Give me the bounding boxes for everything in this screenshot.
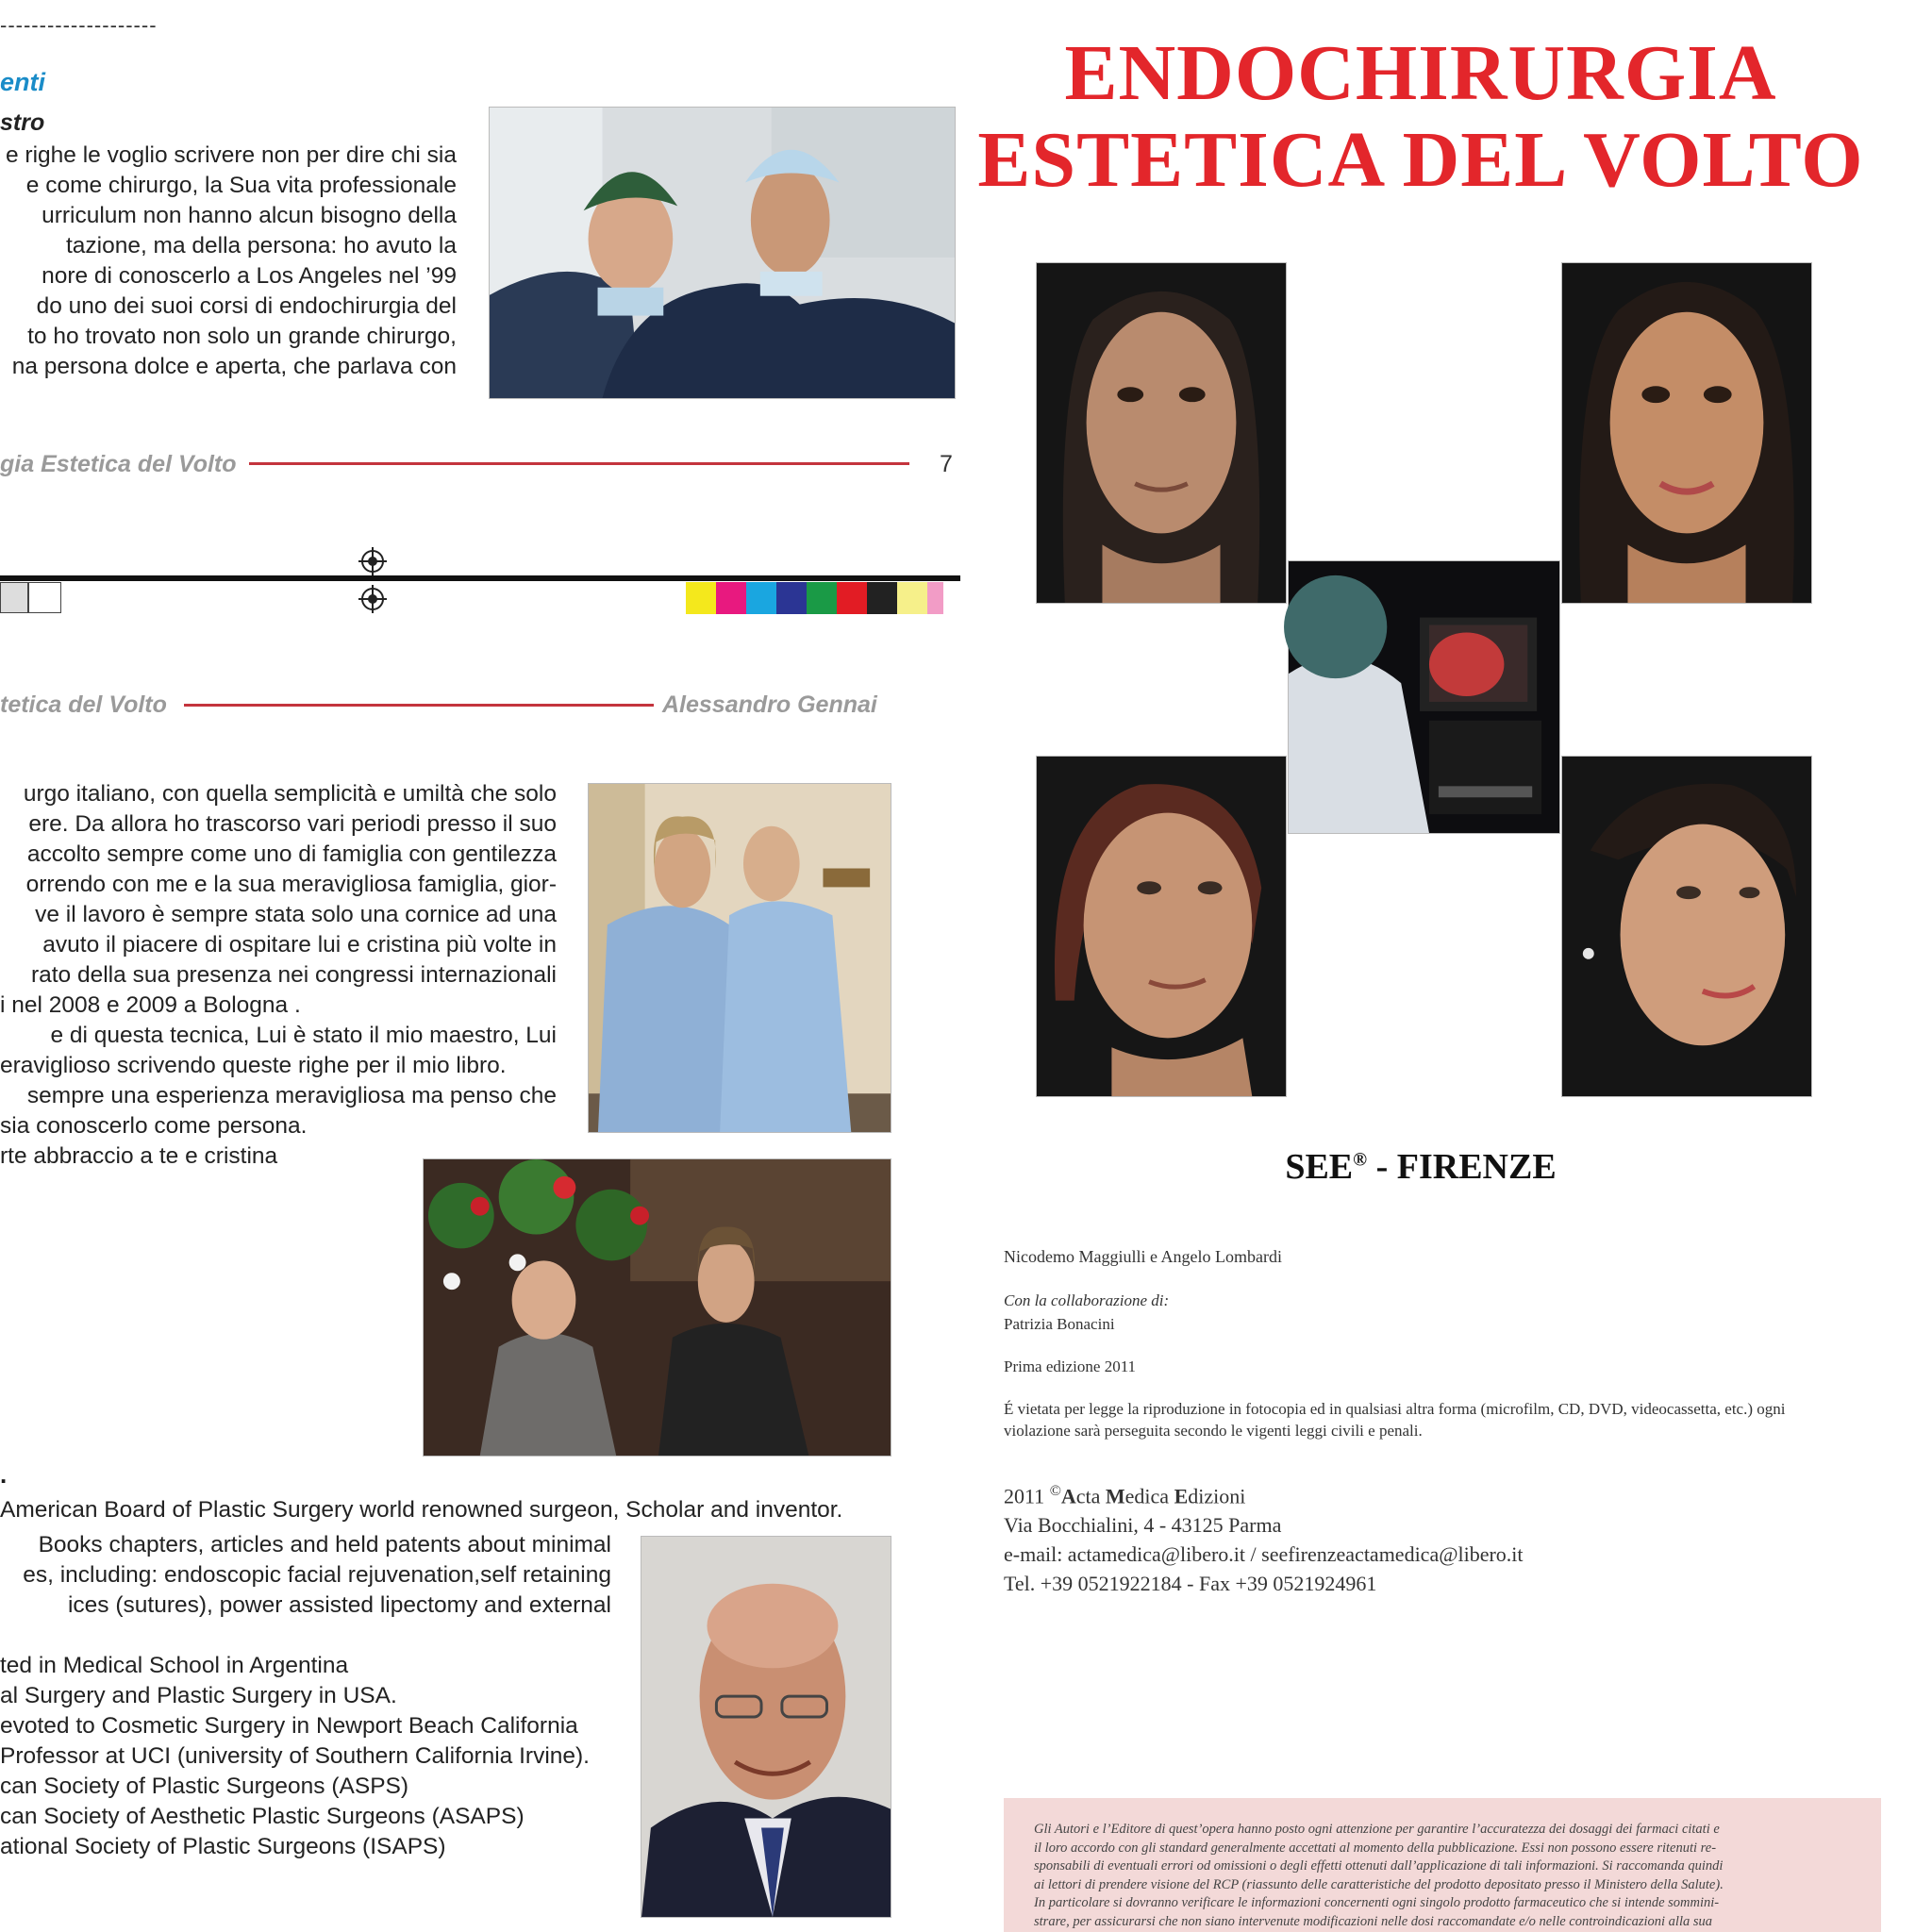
text-line: al Surgery and Plastic Surgery in USA. xyxy=(0,1683,397,1708)
copyright-initial-m: M xyxy=(1105,1484,1125,1508)
bullet-dot: . xyxy=(0,1460,8,1489)
dash-line: -------------------- xyxy=(0,13,158,37)
flowers-photo-image xyxy=(424,1159,891,1456)
surgeons-photo-image xyxy=(490,108,955,398)
collaboration-name: Patrizia Bonacini xyxy=(1004,1315,1115,1333)
registration-mark-icon xyxy=(358,547,387,575)
before-front-image xyxy=(1037,263,1286,603)
endoscopy-photo xyxy=(1288,560,1560,834)
portrait-photo-image xyxy=(641,1537,891,1917)
text-line: nore di conoscerlo a Los Angeles nel ’99 xyxy=(42,263,457,289)
publisher-mark: SEE xyxy=(1285,1147,1354,1187)
right-page xyxy=(974,0,1932,1932)
color-swatch xyxy=(867,582,897,614)
text-line: orrendo con me e la sua meravigliosa famiglia, gior- xyxy=(25,872,557,897)
text-line: sempre una esperienza meravigliosa ma penso che xyxy=(26,1083,557,1108)
footer-rule xyxy=(249,462,909,465)
flowers-photo xyxy=(423,1158,891,1457)
text-line xyxy=(0,1621,611,1651)
phone: Tel. +39 0521922184 - Fax +39 0521924961 xyxy=(1004,1572,1377,1596)
collaboration-label: Con la collaborazione di: xyxy=(1004,1291,1170,1309)
legal-line: violazione sarà perseguita secondo le vigenti leggi civili e penali. xyxy=(1004,1422,1423,1440)
endoscopy-image xyxy=(1289,561,1559,833)
copyright-word-edica: edica xyxy=(1124,1484,1174,1508)
disclaimer-line: In particolare si dovranno verificare le informazioni concernenti ogni singolo prodotto farmaceutico che si intende sommini- xyxy=(1034,1895,1720,1910)
text-line: can Society of Aesthetic Plastic Surgeons (ASAPS) xyxy=(0,1804,525,1829)
text-line: ere. Da allora ho trascorso vari periodi presso il suo xyxy=(28,811,557,837)
after-front-photo xyxy=(1561,262,1812,604)
header-title: tetica del Volto xyxy=(0,691,167,718)
copyright-symbol: © xyxy=(1049,1483,1061,1499)
disclaimer-text xyxy=(1004,1798,1881,1931)
copyright-initial-e: E xyxy=(1174,1484,1189,1508)
publisher-line xyxy=(974,1146,1868,1188)
book-title-line1: ENDOCHIRURGIA xyxy=(1064,29,1777,117)
english-paragraph xyxy=(0,1530,611,1862)
color-swatch xyxy=(716,582,746,614)
color-swatch xyxy=(927,582,943,614)
before-front-photo xyxy=(1036,262,1287,604)
disclaimer-line: il loro accordo con gli standard generalmente accettati al momento della pubblicazione. Essi non possono essere ritenuti re- xyxy=(1034,1840,1717,1856)
text-line: to ho trovato non solo un grande chirurgo, xyxy=(27,324,457,349)
registered-mark: ® xyxy=(1353,1149,1368,1171)
color-swatch xyxy=(776,582,807,614)
english-first-line: American Board of Plastic Surgery world renowned surgeon, Scholar and inventor. xyxy=(0,1497,843,1523)
scrubs-photo-image xyxy=(589,784,891,1132)
copyright-line xyxy=(1004,1476,1524,1510)
copyright-word-cta: cta xyxy=(1075,1484,1106,1508)
authors-cut-line: Nicodemo Maggiulli e Angelo Lombardi xyxy=(1004,1247,1282,1266)
disclaimer-line: sponsabili di eventuali errori od omissioni o degli effetti ottenuti dall’applicazione di tali informazioni. Si raccomanda quindi xyxy=(1034,1858,1724,1874)
text-line: urriculum non hanno alcun bisogno della xyxy=(42,203,457,228)
text-line: can Society of Plastic Surgeons (ASPS) xyxy=(0,1774,409,1799)
crop-rule xyxy=(0,575,960,581)
copyright-block xyxy=(1004,1476,1524,1598)
color-swatch xyxy=(897,582,927,614)
header-author: Alessandro Gennai xyxy=(662,691,877,718)
text-line: do uno dei suoi corsi di endochirurgia del xyxy=(36,293,457,319)
text-line: avuto il piacere di ospitare lui e cristina più volte in xyxy=(42,932,557,958)
text-line: ices (sutures), power assisted lipectomy and external xyxy=(67,1592,611,1618)
text-line: accolto sempre come uno di famiglia con gentilezza xyxy=(26,841,557,867)
address: Via Bocchialini, 4 - 43125 Parma xyxy=(1004,1513,1282,1538)
scrubs-photo xyxy=(588,783,891,1133)
text-line: urgo italiano, con quella semplicità e umiltà che solo xyxy=(23,781,557,807)
gray-box xyxy=(0,582,28,613)
color-swatch xyxy=(686,582,716,614)
text-line: sia conoscerlo come persona. xyxy=(0,1113,308,1139)
text-line: i nel 2008 e 2009 a Bologna . xyxy=(0,992,301,1018)
text-line: na persona dolce e aperta, che parlava con xyxy=(11,354,457,379)
color-swatch xyxy=(746,582,776,614)
footer-title: gia Estetica del Volto xyxy=(0,451,237,477)
text-line: ve il lavoro è sempre stata solo una cornice ad una xyxy=(35,902,557,927)
after-front-image xyxy=(1562,263,1811,603)
italian-paragraph xyxy=(0,779,557,1172)
text-line: rato della sua presenza nei congressi internazionali xyxy=(30,962,557,988)
disclaimer-line: Gli Autori e l’Editore di quest’opera hanno posto ogni attenzione per garantire l’accuratezza dei dosaggi dei farmaci citati e xyxy=(1034,1822,1720,1837)
color-swatch xyxy=(837,582,867,614)
disclaimer-line: ai lettori di prendere visione del RCP (riassunto delle caratteristiche del prodotto depositato presso il Ministero della Salute). xyxy=(1034,1876,1724,1892)
left-page-top xyxy=(0,0,972,528)
section-heading: enti xyxy=(0,68,46,96)
text-line: ational Society of Plastic Surgeons (ISAPS) xyxy=(0,1834,446,1859)
text-line: rte abbraccio a te e cristina xyxy=(0,1143,278,1169)
before-oblique-image xyxy=(1037,757,1286,1096)
subheading: stro xyxy=(0,109,45,136)
book-title xyxy=(974,30,1868,204)
text-line: es, including: endoscopic facial rejuvenation,self retaining xyxy=(23,1562,611,1588)
header-rule xyxy=(184,704,654,707)
white-box xyxy=(28,582,61,613)
text-line: tazione, ma della persona: ho avuto la xyxy=(65,233,457,258)
surgeons-photo xyxy=(489,107,956,399)
before-oblique-photo xyxy=(1036,756,1287,1097)
preface-paragraph xyxy=(0,141,457,382)
text-line: e di questa tecnica, Lui è stato il mio maestro, Lui xyxy=(50,1023,557,1048)
text-line: Professor at UCI (university of Southern California Irvine). xyxy=(0,1743,590,1769)
page-number: 7 xyxy=(940,451,953,477)
portrait-photo xyxy=(641,1536,891,1918)
text-line: e righe le voglio scrivere non per dire chi sia xyxy=(6,142,457,168)
edition: Prima edizione 2011 xyxy=(1004,1357,1137,1375)
publisher-city: - FIRENZE xyxy=(1367,1147,1557,1187)
after-oblique-image xyxy=(1562,757,1811,1096)
after-oblique-photo xyxy=(1561,756,1812,1097)
text-line: ted in Medical School in Argentina xyxy=(0,1653,349,1678)
legal-notice xyxy=(1004,1398,1909,1441)
text-line: eraviglioso scrivendo queste righe per il mio libro. xyxy=(0,1053,507,1078)
copyright-year: 2011 xyxy=(1004,1484,1050,1508)
copyright-word-dizioni: dizioni xyxy=(1188,1484,1246,1508)
disclaimer-line: strare, per assicurarsi che non siano intervenute modificazioni nelle dosi raccomandate e/o nelle controindicazioni alla sua xyxy=(1034,1913,1713,1929)
text-line: Books chapters, articles and held patents about minimal xyxy=(38,1532,611,1557)
color-swatch xyxy=(807,582,837,614)
disclaimer-box xyxy=(1004,1798,1881,1932)
registration-mark-icon xyxy=(358,585,387,613)
text-line: e come chirurgo, la Sua vita professionale xyxy=(25,173,457,198)
text-line: evoted to Cosmetic Surgery in Newport Beach California xyxy=(0,1713,578,1739)
legal-line: É vietata per legge la riproduzione in fotocopia ed in qualsiasi altra forma (microfilm, CD, DVD, videocassetta, etc.) ogni xyxy=(1004,1400,1786,1418)
copyright-initial-a: A xyxy=(1060,1484,1076,1508)
email: e-mail: actamedica@libero.it / seefirenzeactamedica@libero.it xyxy=(1004,1542,1524,1567)
book-title-line2: ESTETICA DEL VOLTO xyxy=(977,116,1864,204)
